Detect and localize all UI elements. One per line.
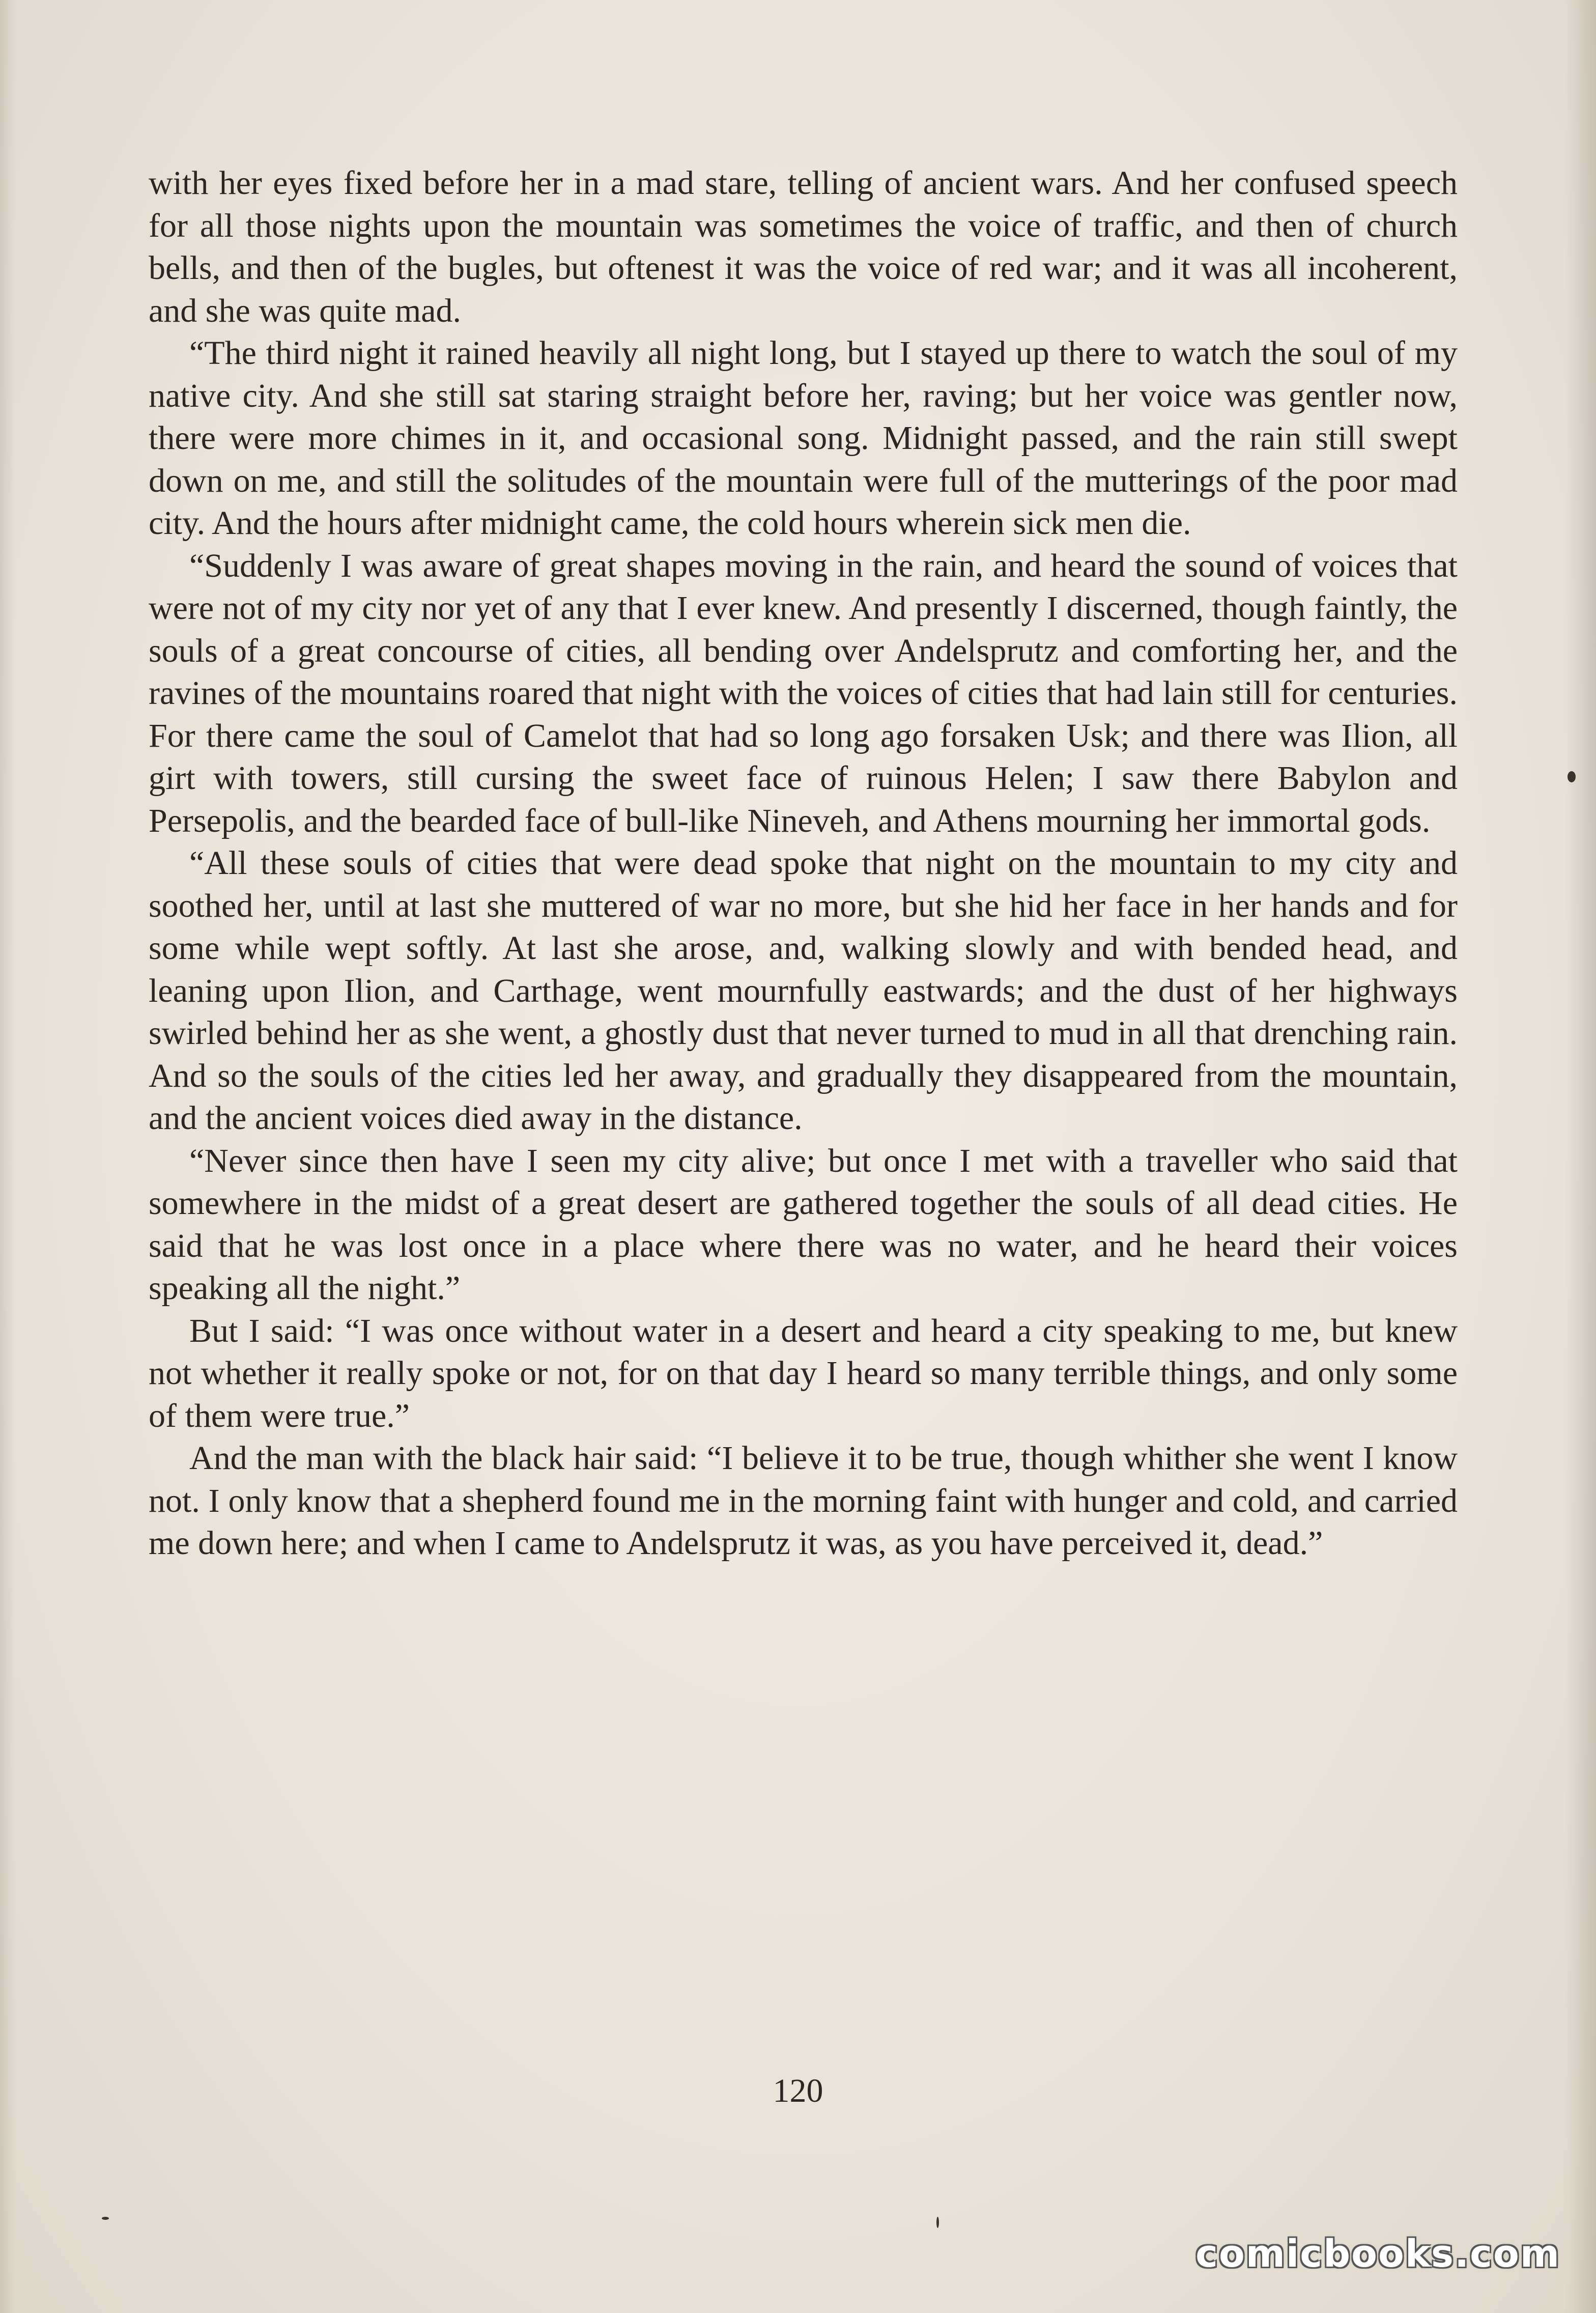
paragraph: And the man with the black hair said: “I believe it to be true, though whither she went I know not. I only know that a shepherd found me in the morning faint with hunger and cold, and carried me down here; and when I came to Andelsprutz it was, as you have perceived it, dead.” bbox=[149, 1440, 1458, 1562]
paragraph: But I said: “I was once without water in a desert and heard a city speaking to me, but knew not whether it really spoke or not, for on that day I heard so many terrible things, and only some of them were true.” bbox=[149, 1312, 1458, 1434]
margin-speck bbox=[936, 2217, 939, 2228]
page-number: 120 bbox=[773, 2072, 823, 2109]
paragraph: “The third night it rained heavily all night long, but I stayed up there to watch the soul of my native city. And she still sat staring straight before her, raving; but her voice was gentler now, there were more chimes in it, and occasional song. Midnight passed, and the rain still swept down on me, and still the solitudes of the mountain were full of the mutterings of the poor mad city. And the hours after midnight came, the cold hours wherein sick men die. bbox=[149, 334, 1458, 542]
paragraph: “Never since then have I seen my city alive; but once I met with a traveller who said that somewhere in the midst of a great desert are gathered together the souls of all dead cities. He said that he was lost once in a place where there was no water, and he heard their voices speaking all the night.” bbox=[149, 1142, 1458, 1307]
paragraph: “Suddenly I was aware of great shapes moving in the rain, and heard the sound of voices that were not of my city nor yet of any that I ever knew. And presently I discerned, though faintly, the souls of a great concourse of cities, all bending over Andelsprutz and comforting her, and the ravines of the mountains roared that night with the voices of cities that had lain still for centuries. For there came the soul of Camelot that had so long ago forsaken Usk; and there was Ilion, all girt with towers, still cursing the sweet face of ruinous Helen; I saw there Babylon and Persepolis, and the bearded face of bull-like Nineveh, and Athens mourning her immortal gods. bbox=[149, 547, 1458, 839]
watermark-logo: comicbooks.com bbox=[1195, 2232, 1560, 2276]
margin-speck bbox=[1568, 771, 1576, 782]
page-edge-shadow-left bbox=[0, 0, 15, 2313]
paragraph: with her eyes fixed before her in a mad stare, telling of ancient wars. And her confused speech for all those nights upon the mountain was sometimes the voice of traffic, and then of church bells, and then of the bugles, but oftenest it was the voice of red war; and it was all incoherent, and she was quite mad. bbox=[149, 164, 1458, 329]
page-edge-shadow-right bbox=[1565, 0, 1596, 2313]
margin-speck bbox=[102, 2217, 109, 2220]
body-text bbox=[149, 162, 1458, 1565]
paragraph: “All these souls of cities that were dead spoke that night on the mountain to my city and soothed her, until at last she muttered of war no more, but she hid her face in her hands and for some while wept softly. At last she arose, and, walking slowly and with bended head, and leaning upon Ilion, and Carthage, went mournfully eastwards; and the dust of her highways swirled behind her as she went, a ghostly dust that never turned to mud in all that drenching rain. And so the souls of the cities led her away, and gradually they disappeared from the mountain, and the ancient voices died away in the distance. bbox=[149, 844, 1458, 1137]
